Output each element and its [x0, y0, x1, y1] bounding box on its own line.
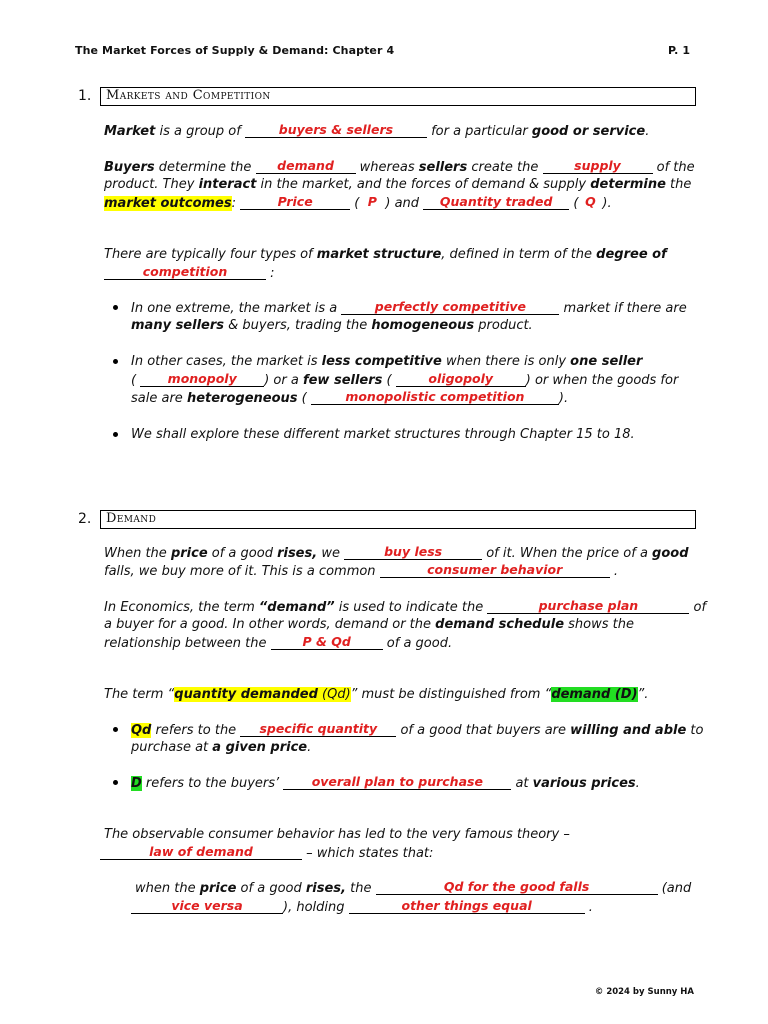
answer-blank[interactable]: monopoly — [167, 371, 237, 386]
answer-blank[interactable]: buy less — [384, 544, 443, 559]
s1-line-market: Market is a group of buyers & sellers for a particular good or service. — [104, 122, 650, 139]
answer-blank[interactable]: Q — [585, 194, 596, 209]
s2-line-price-rises: When the price of a good rises, we buy less of it. When the price of a good — [104, 544, 689, 561]
answer-blank[interactable]: overall plan to purchase — [311, 774, 483, 789]
s1-line-competition: competition : — [104, 264, 275, 283]
s2-line-relationship: relationship between the P & Qd of a good. — [104, 634, 453, 651]
s1-bullet-1-cont: many sellers & buyers, trading the homogeneous product. — [131, 318, 533, 333]
answer-blank[interactable]: P — [367, 194, 377, 209]
s2-line-term-demand: In Economics, the term “demand” is used to indicate the purchase plan of — [104, 598, 707, 615]
answer-blank[interactable]: Price — [277, 194, 313, 209]
answer-blank[interactable]: supply — [574, 158, 621, 173]
document-title: The Market Forces of Supply & Demand: Chapter 4 — [75, 44, 395, 57]
answer-blank[interactable]: Qd for the good falls — [443, 879, 590, 894]
answer-blank[interactable]: vice versa — [171, 898, 243, 913]
answer-blank[interactable]: specific quantity — [259, 721, 378, 736]
s2-bullet-d: D refers to the buyers’ overall plan to purchase at various prices. — [131, 774, 640, 791]
s1-bullet-1: In one extreme, the market is a perfectly competitive market if there are — [131, 299, 687, 316]
answer-blank[interactable]: competition — [142, 264, 228, 279]
answer-blank[interactable]: demand — [277, 158, 334, 173]
section-1-number: 1. — [78, 88, 92, 104]
s1-line-product: product. They interact in the market, and the forces of demand & supply determine the — [104, 177, 692, 192]
s2-line-theory: The observable consumer behavior has led to the very famous theory – — [104, 827, 570, 842]
answer-blank[interactable]: purchase plan — [538, 598, 639, 613]
answer-blank[interactable]: perfectly competitive — [374, 299, 527, 314]
s2-bullet-qd-cont: purchase at a given price. — [131, 740, 312, 755]
section-2-number: 2. — [78, 511, 92, 527]
page-number: P. 1 — [668, 44, 691, 57]
s1-bullet-2-cont2: sale are heterogeneous ( monopolistic competition ). — [131, 389, 569, 406]
s2-line-law: law of demand – which states that: — [100, 844, 433, 863]
answer-blank[interactable]: monopolistic competition — [345, 389, 525, 404]
s1-line-outcomes: market outcomes: Price ( P ) and Quantity traded ( Q ). — [104, 194, 612, 211]
answer-blank[interactable]: other things equal — [401, 898, 532, 913]
answer-blank[interactable]: law of demand — [149, 844, 253, 859]
s1-bullet-2: In other cases, the market is less competitive when there is only one seller — [131, 354, 643, 369]
section-2-heading — [100, 510, 696, 529]
s1-bullet-3: We shall explore these different market structures through Chapter 15 to 18. — [131, 427, 635, 442]
s2-line-vice-versa: vice versa ), holding other things equal . — [131, 898, 593, 917]
bullet-icon — [113, 359, 118, 364]
s1-line-structures: There are typically four types of market structure, defined in term of the degree of — [104, 247, 667, 262]
section-2-title: Demand — [106, 511, 157, 526]
s2-line-when-price: when the price of a good rises, the Qd for the good falls (and — [135, 879, 692, 896]
bullet-icon — [113, 432, 118, 437]
s1-line-buyers: Buyers determine the demand whereas sellers create the supply of the — [104, 158, 695, 175]
answer-blank[interactable]: oligopoly — [428, 371, 494, 386]
answer-blank[interactable]: buyers & sellers — [278, 122, 394, 137]
s2-line-falls: falls, we buy more of it. This is a common consumer behavior . — [104, 562, 618, 579]
s1-bullet-2-cont: ( monopoly ) or a few sellers ( oligopoly ) or when the goods for — [131, 371, 679, 388]
bullet-icon — [113, 305, 118, 310]
answer-blank[interactable]: P & Qd — [302, 634, 351, 649]
answer-blank[interactable]: Quantity traded — [439, 194, 553, 209]
answer-blank[interactable]: consumer behavior — [427, 562, 563, 577]
copyright-footer: © 2024 by Sunny HA — [594, 987, 694, 997]
section-1-title: Markets and Competition — [106, 88, 271, 103]
bullet-icon — [113, 727, 118, 732]
bullet-icon — [113, 780, 118, 785]
s2-line-schedule: a buyer for a good. In other words, demand or the demand schedule shows the — [104, 617, 635, 632]
s2-line-quantity-demanded: The term “quantity demanded (Qd)” must be distinguished from “demand (D)”. — [104, 687, 649, 702]
s2-bullet-qd: Qd refers to the specific quantity of a good that buyers are willing and able to — [131, 721, 704, 738]
section-1-heading — [100, 87, 696, 106]
